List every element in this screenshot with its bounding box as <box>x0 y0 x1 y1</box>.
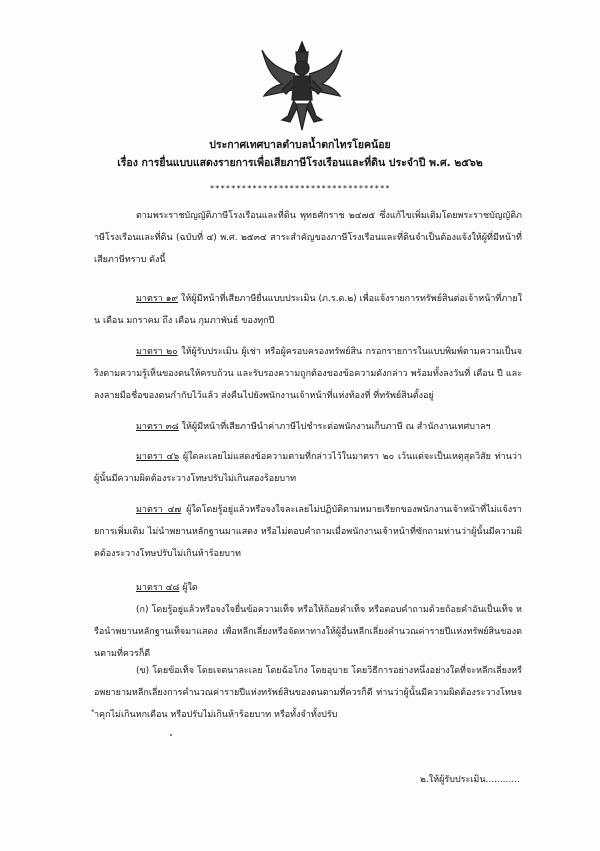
section-47-paragraph <box>94 499 522 565</box>
section-47-text: ผู้ใดโดยรู้อยู่แล้วหรือจงใจละเลยไม่ปฏิบัติตามหมายเรียกของพนักงานเจ้าหน้าที่ไม่แจ้งรายการเพิ่มเติม ไม่นำพยานหลักฐานมาแสดง หรือไม่ตอบคำถามเมื่อพนักงานเจ้าหน้าที่ซักถามท่านว่าผู้นั้นมีความผิดต้องระวางโทษปรับไม่เกินห้าร้อยบาท <box>94 505 522 559</box>
scan-speck <box>170 734 172 736</box>
section-48-clause-b: (ข) โดยข้อเท็จ โดยเจตนาละเลย โดยฉ้อโกง โดยอุบาย โดยวิธีการอย่างหนึ่งอย่างใดที่จะหลีกเลี่ยงหรือพยายามหลีกเลี่ยงการคำนวณค่ารายปีแห่งทรัพย์สินของตนตามที่ควรก็ดี ท่านว่าผู้นั้นมีความผิดต้องระวางโทษจำคุกไม่เกินหกเดือน หรือปรับไม่เกินห้าร้อยบาท หรือทั้งจำทั้งปรับ <box>94 666 522 720</box>
section-19-text: ให้ผู้มีหน้าที่เสียภาษียื่นแบบประเมิน (ภ.ร.ด.๒) เพื่อแจ้งรายการทรัพย์สินต่อเจ้าหน้าที่ภายใน เดือน มกราคม ถึง เดือน กุมภาพันธ์ ของทุกปี <box>94 294 522 326</box>
section-20-label: มาตรา ๒๐ <box>136 347 178 357</box>
section-48-text: ผู้ใด <box>179 583 198 593</box>
garuda-emblem-icon <box>260 40 344 132</box>
section-48-label: มาตรา ๔๘ <box>136 583 180 593</box>
section-38-label: มาตรา ๓๘ <box>136 422 179 432</box>
section-38-paragraph <box>94 416 522 438</box>
section-38-text: ให้ผู้มีหน้าที่เสียภาษีนำค่าภาษีไปชำระต่อพนักงานเก็บภาษี ณ สำนักงานเทศบาลฯ <box>178 422 491 432</box>
announcement-subject: เรื่อง การยื่นแบบแสดงรายการเพื่อเสียภาษีโรงเรือนและที่ดิน ประจำปี พ.ศ. ๒๕๖๒ <box>117 157 483 169</box>
continued-marker: ๒.ให้ผู้รับประเมิน............ <box>420 775 520 785</box>
section-20-text: ให้ผู้รับประเมิน ผู้เช่า หรือผู้ครอบครองทรัพย์สิน กรอกรายการในแบบพิมพ์ตามความเป็นจริงตามความรู้เห็นของตนให้ครบถ้วน และรับรองความถูกต้องของข้อความดังกล่าว พร้อมทั้งลงวันที่ เดือน ปี และลงลายมือชื่อของตนกำกับไว้แล้ว ส่งคืนไปยังพนักงานเจ้าหน้าที่แห่งท้องที่ ที่ทรัพย์สินตั้งอยู่ <box>94 347 522 401</box>
intro-paragraph: ตามพระราชบัญญัติภาษีโรงเรือนและที่ดิน พุทธศักราช ๒๔๗๕ ซึ่งแก้ไขเพิ่มเติมโดยพระราชบัญญัติภาษีโรงเรือนและที่ดิน (ฉบับที่ ๔) พ.ศ. ๒๕๓๔ สาระสำคัญของภาษีโรงเรือนและที่ดินจำเป็นต้องแจ้งให้ผู้ที่มีหน้าที่เสียภาษีทราบ ดังนี้ <box>94 211 522 265</box>
separator: ********************************** <box>209 184 391 193</box>
section-48-paragraph <box>94 577 522 599</box>
announcement-title: ประกาศเทศบาลตำบลน้ำตกไทรโยคน้อย <box>209 139 391 151</box>
section-47-label: มาตรา ๔๗ <box>136 505 182 515</box>
section-20-paragraph <box>94 341 522 407</box>
section-19-label: มาตรา ๑๙ <box>136 294 178 304</box>
section-46-paragraph <box>94 446 522 490</box>
section-19-paragraph <box>94 288 522 332</box>
section-48-clause-a: (ก) โดยรู้อยู่แล้วหรือจงใจยื่นข้อความเท็จ หรือให้ถ้อยคำเท็จ หรือตอบคำถามด้วยถ้อยคำอันเป็นเท็จ หรือนำพยานหลักฐานเท็จมาแสดง เพื่อหลีกเลี่ยงหรือจัดหาทางให้ผู้อื่นหลีกเลี่ยงคำนวณค่ารายปีแห่งทรัพย์สินของตนตามที่ควรก็ดี <box>94 605 522 659</box>
section-46-label: มาตรา ๔๖ <box>136 452 180 462</box>
section-46-text: ผู้ใดละเลยไม่แสดงข้อความตามที่กล่าวไว้ในมาตรา ๒๐ เว้นแต่จะเป็นเหตุสุดวิสัย ท่านว่าผู้นั้นมีความผิดต้องระวางโทษปรับไม่เกินสองร้อยบาท <box>94 452 522 484</box>
